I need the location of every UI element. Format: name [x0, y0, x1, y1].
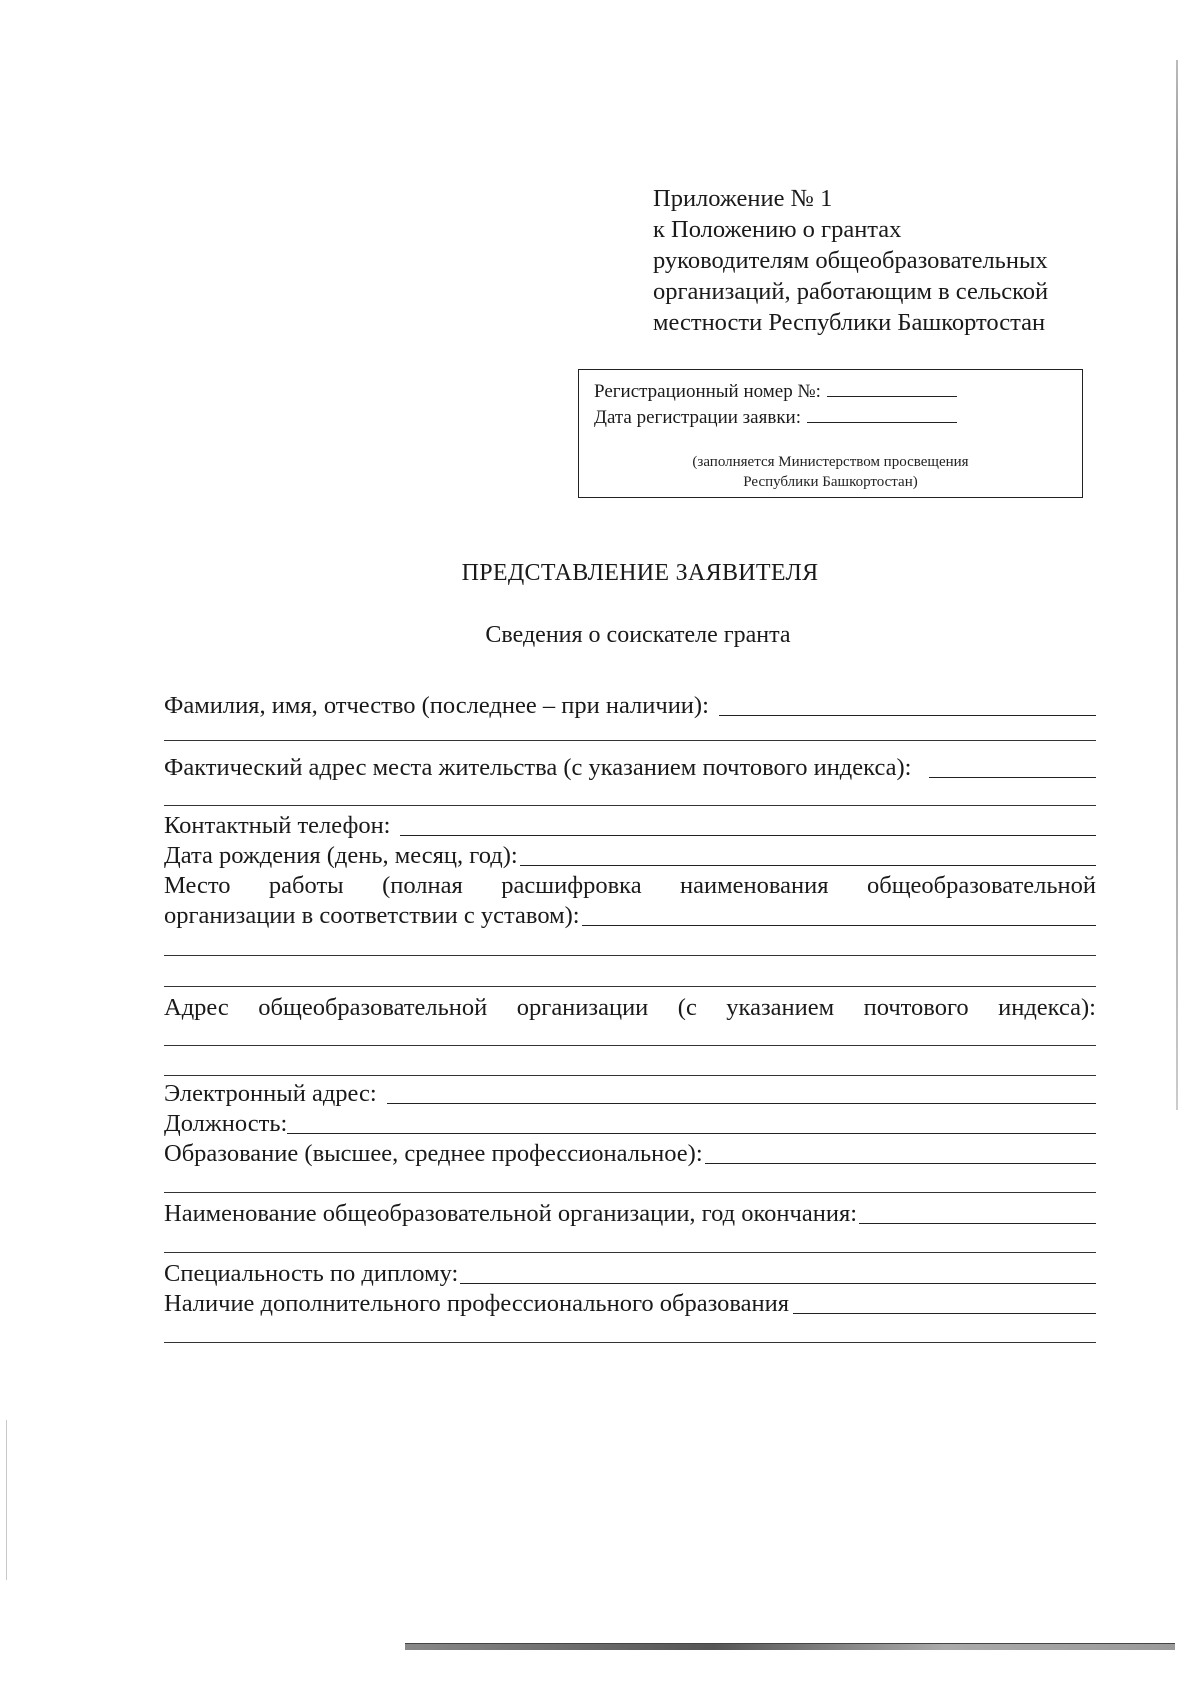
registration-box: [578, 369, 1083, 498]
registration-note-line: Республики Башкортостан): [743, 474, 918, 490]
institution-row: [164, 1198, 1096, 1228]
registration-number-row: [594, 380, 957, 403]
phone-row: [164, 810, 1096, 840]
page-subtitle: Сведения о соискателе гранта: [485, 622, 791, 648]
scan-bottom-shadow: [405, 1644, 1175, 1650]
workplace-field[interactable]: [582, 921, 1096, 926]
full-name-continuation-line[interactable]: [164, 740, 1096, 741]
appendix-line: Приложение № 1: [653, 185, 833, 212]
address-label: Фактический адрес места жительства (с указанием почтового индекса):: [164, 754, 912, 781]
address-continuation-line[interactable]: [164, 805, 1096, 806]
registration-number-label: Регистрационный номер №:: [594, 381, 821, 402]
institution-continuation-line[interactable]: [164, 1252, 1096, 1253]
email-field[interactable]: [387, 1099, 1096, 1104]
workplace-label-2: организации в соответствии с уставом):: [164, 902, 580, 929]
specialty-row: [164, 1258, 1096, 1288]
position-field[interactable]: [287, 1129, 1096, 1134]
position-row: [164, 1108, 1096, 1138]
additional-education-continuation-line[interactable]: [164, 1342, 1096, 1343]
full-name-row: [164, 690, 1096, 720]
registration-number-field[interactable]: [827, 380, 957, 397]
registration-note: [579, 452, 1082, 492]
education-field[interactable]: [705, 1159, 1096, 1164]
birth-date-label: Дата рождения (день, месяц, год):: [164, 842, 518, 869]
institution-label: Наименование общеобразовательной организации, год окончания:: [164, 1200, 858, 1227]
appendix-line: руководителям общеобразовательных: [653, 247, 1048, 274]
appendix-line: к Положению о грантах: [653, 216, 902, 243]
org-address-line[interactable]: [164, 1045, 1096, 1046]
workplace-continuation-line[interactable]: [164, 986, 1096, 987]
workplace-label: Место работы (полная расшифровка наименования общеобразовательной: [164, 872, 1096, 899]
scan-edge-left: [6, 1420, 7, 1580]
email-row: [164, 1078, 1096, 1108]
specialty-label: Специальность по диплому:: [164, 1260, 459, 1287]
phone-label: Контактный телефон:: [164, 812, 391, 839]
education-label: Образование (высшее, среднее профессиональное):: [164, 1140, 703, 1167]
institution-field[interactable]: [859, 1219, 1096, 1224]
additional-education-label: Наличие дополнительного профессионального образования: [164, 1290, 790, 1317]
appendix-line: местности Республики Башкортостан: [653, 309, 1046, 336]
registration-note-line: (заполняется Министерством просвещения: [692, 454, 969, 470]
position-label: Должность:: [164, 1110, 288, 1137]
additional-education-row: [164, 1288, 1096, 1318]
appendix-line: организаций, работающим в сельской: [653, 278, 1049, 305]
workplace-row: [164, 870, 1096, 900]
birth-date-row: [164, 840, 1096, 870]
registration-date-row: [594, 406, 957, 429]
registration-date-label: Дата регистрации заявки:: [594, 407, 801, 428]
workplace-continuation-line[interactable]: [164, 955, 1096, 956]
address-row: [164, 752, 1096, 782]
registration-date-field[interactable]: [807, 406, 957, 423]
appendix-header: [653, 183, 1123, 338]
full-name-label: Фамилия, имя, отчество (последнее – при наличии):: [164, 692, 709, 719]
org-address-line[interactable]: [164, 1075, 1096, 1076]
workplace-row-2: [164, 900, 1096, 930]
org-address-row: [164, 992, 1096, 1022]
education-row: [164, 1138, 1096, 1168]
org-address-label: Адрес общеобразовательной организации (с указанием почтового индекса):: [164, 994, 1096, 1021]
birth-date-field[interactable]: [520, 861, 1096, 866]
additional-education-field[interactable]: [793, 1309, 1096, 1314]
email-label: Электронный адрес:: [164, 1080, 377, 1107]
page-title: ПРЕДСТАВЛЕНИЕ ЗАЯВИТЕЛЯ: [461, 560, 819, 586]
phone-field[interactable]: [400, 831, 1096, 836]
education-continuation-line[interactable]: [164, 1192, 1096, 1193]
specialty-field[interactable]: [460, 1279, 1096, 1284]
address-field[interactable]: [929, 773, 1096, 778]
full-name-field[interactable]: [719, 711, 1096, 716]
